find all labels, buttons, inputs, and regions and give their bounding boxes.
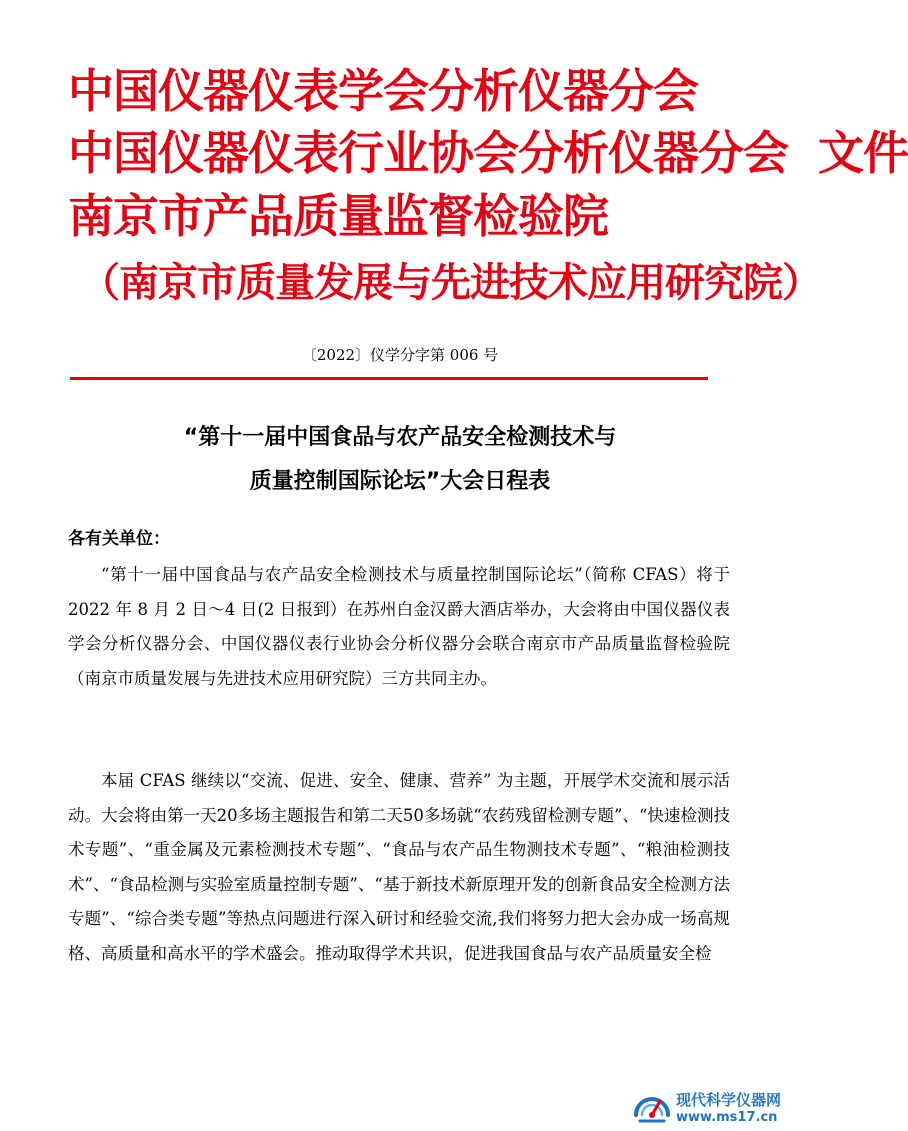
- header-org-1: 中国仪器仪表学会分析仪器分会: [68, 64, 698, 118]
- header-doc-word: 文件: [818, 126, 908, 180]
- header-org-2: 中国仪器仪表行业协会分析仪器分会: [68, 126, 788, 180]
- watermark-site-url: www.ms17.cn: [676, 1110, 778, 1125]
- document-title-line-2: 质量控制国际论坛”大会日程表: [249, 469, 551, 494]
- watermark-site-name: 现代科学仪器网: [676, 1091, 782, 1109]
- site-watermark: [630, 1083, 800, 1131]
- header-org-2-line: [68, 126, 908, 180]
- ms17-logo-icon: [630, 1085, 674, 1129]
- header-org-4: （南京市质量发展与先进技术应用研究院）: [80, 260, 821, 306]
- salutation: 各有关单位：: [68, 529, 170, 549]
- header-org-3: 南京市产品质量监督检验院: [68, 189, 608, 243]
- document-title-line-1: “第十一届中国食品与农产品安全检测技术与: [183, 425, 617, 450]
- red-divider: [70, 377, 708, 380]
- body-paragraph-2: 本届 CFAS 继续以“交流、促进、安全、健康、营养” 为主题，开展学术交流和展示活动。大会将由第一天20多场主题报告和第二天50多场就“农药残留检测专题”、“快速检测技术专题”、“重金属及元素检测技术专题”、“食品与农产品生物测技术专题”、“粮油检测技术”、“食品检测与实验室质量控制专题”、“基于新技术新原理开发的创新食品安全检测方法专题”、“综合类专题”等热点问题进行深入研讨和经验交流,我们将努力把大会办成一场高规格、高质量和高水平的学术盛会。推动取得学术共识，促进我国食品与农产品质量安全检: [68, 771, 730, 963]
- document-number: 〔2022〕仪学分字第 006 号: [301, 346, 499, 364]
- body-paragraph-1: “第十一届中国食品与农产品安全检测技术与质量控制国际论坛”（简称 CFAS）将于 2022 年 8 月 2 日～4 日(2 日报到）在苏州白金汉爵大酒店举办，大会将由中国仪器仪表学会分析仪器分会、中国仪器仪表行业协会分析仪器分会联合南京市产品质量监督检验院（南京市质量发展与先进技术应用研究院）三方共同主办。: [68, 565, 730, 688]
